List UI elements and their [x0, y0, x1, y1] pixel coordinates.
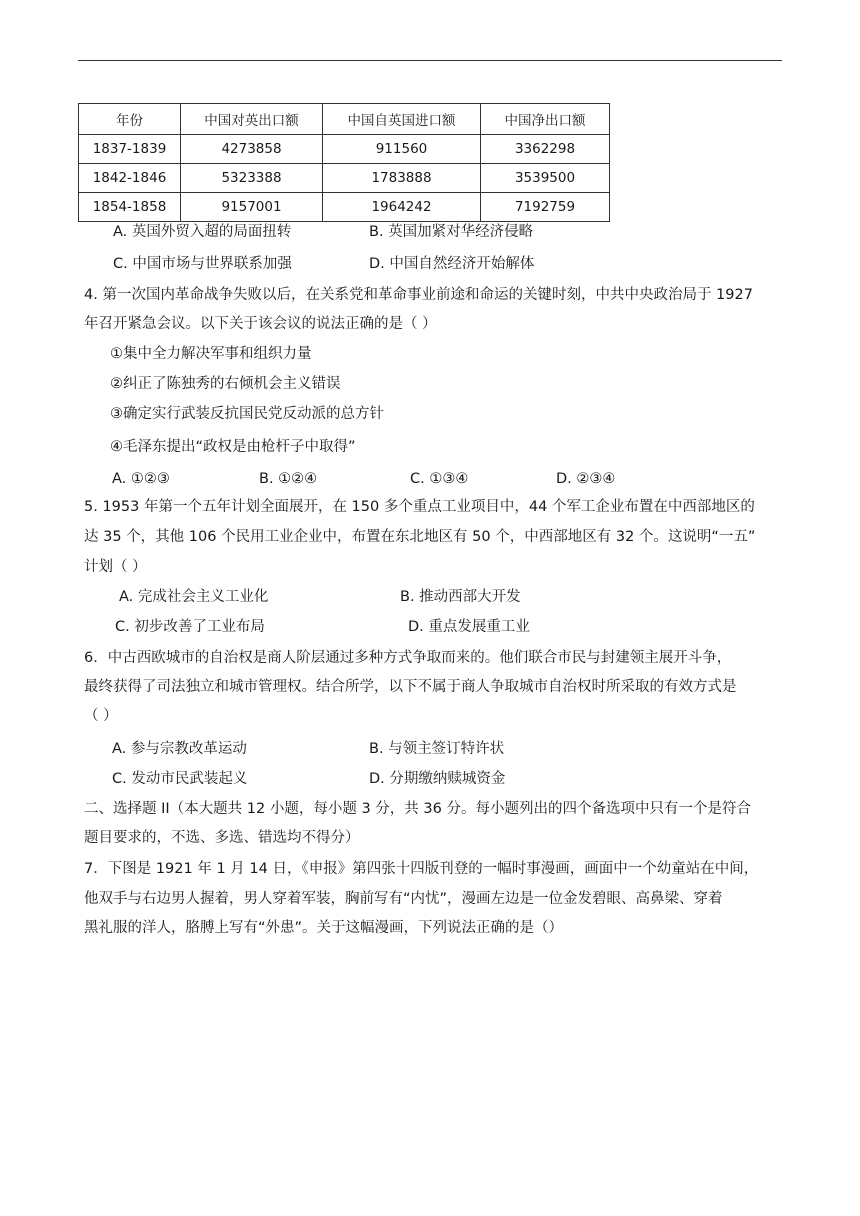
table-cell: 4273858 [181, 135, 323, 164]
table-row [79, 164, 610, 193]
q5-option-d: D. 重点发展重工业 [408, 619, 530, 635]
table-header-cell: 中国对英出口额 [181, 104, 323, 135]
q3-option-a: A. 英国外贸入超的局面扭转 [113, 224, 292, 240]
table-cell: 5323388 [181, 164, 323, 193]
table-cell: 3362298 [481, 135, 610, 164]
q3-option-c: C. 中国市场与世界联系加强 [113, 256, 292, 272]
q4-option-d: D. ②③④ [556, 471, 616, 487]
q4-option-c: C. ①③④ [410, 471, 469, 487]
q6-stem-line-1: 6．中古西欧城市的自治权是商人阶层通过多种方式争取而来的。他们联合市民与封建领主展开斗争， [84, 650, 732, 666]
q6-option-c: C. 发动市民武装起义 [112, 771, 248, 787]
header-rule [78, 60, 782, 61]
q7-stem-line-2: 他双手与右边男人握着，男人穿着军装，胸前写有“内忧”，漫画左边是一位金发碧眼、高鼻梁、穿着 [84, 891, 723, 907]
table-header-row [79, 104, 610, 135]
table-cell: 1783888 [323, 164, 481, 193]
q6-option-d: D. 分期缴纳赎城资金 [369, 771, 506, 787]
q7-stem-line-1: 7．下图是 1921 年 1 月 14 日，《申报》第四张十四版刊登的一幅时事漫画，画面中一个幼童站在中间， [84, 861, 759, 877]
q4-option-a: A. ①②③ [112, 471, 170, 487]
q5-option-b: B. 推动西部大开发 [400, 589, 521, 605]
q5-option-a: A. 完成社会主义工业化 [119, 589, 269, 605]
q5-stem-line-2: 达 35 个，其他 106 个民用工业企业中，布置在东北地区有 50 个，中西部地区有 32 个。这说明“一五” [84, 529, 756, 545]
q4-stem-line-2: 年召开紧急会议。以下关于该会议的说法正确的是（ ） [84, 316, 437, 332]
q5-stem-line-1: 5. 1953 年第一个五年计划全面展开，在 150 多个重点工业项目中，44 个军工企业布置在中西部地区的 [84, 499, 755, 515]
q4-stem-line-1: 4. 第一次国内革命战争失败以后，在关系党和革命事业前途和命运的关键时刻，中共中央政治局于 1927 [84, 287, 753, 303]
q6-option-a: A. 参与宗教改革运动 [112, 741, 247, 757]
table-cell: 7192759 [481, 193, 610, 222]
table-cell: 911560 [323, 135, 481, 164]
table-cell: 3539500 [481, 164, 610, 193]
table-row [79, 135, 610, 164]
q5-option-c: C. 初步改善了工业布局 [115, 619, 265, 635]
q6-stem-line-2: 最终获得了司法独立和城市管理权。结合所学，以下不属于商人争取城市自治权时所采取的有效方式是 [84, 679, 737, 695]
section-2-heading-line-1: 二、选择题 II（本大题共 12 小题，每小题 3 分，共 36 分。每小题列出的四个备选项中只有一个是符合 [84, 801, 751, 817]
table-cell: 1964242 [323, 193, 481, 222]
q7-stem-line-3: 黑礼服的洋人，胳膊上写有“外患”。关于这幅漫画，下列说法正确的是（） [84, 920, 564, 936]
table-cell: 1842-1846 [79, 164, 181, 193]
q4-option-b: B. ①②④ [259, 471, 318, 487]
q6-stem-line-3: （ ） [84, 708, 118, 724]
section-2-heading-line-2: 题目要求的，不选、多选、错选均不得分） [84, 830, 360, 846]
table-cell: 1854-1858 [79, 193, 181, 222]
trade-table [78, 103, 610, 222]
table-header-cell: 年份 [79, 104, 181, 135]
table-cell: 1837-1839 [79, 135, 181, 164]
table-row [79, 193, 610, 222]
q4-item-1: ①集中全力解决军事和组织力量 [110, 346, 312, 362]
q3-option-b: B. 英国加紧对华经济侵略 [369, 224, 534, 240]
table-header-cell: 中国净出口额 [481, 104, 610, 135]
table-header-cell: 中国自英国进口额 [323, 104, 481, 135]
q6-option-b: B. 与领主签订特许状 [369, 741, 505, 757]
q5-stem-line-3: 计划（ ） [84, 559, 147, 575]
q4-item-3: ③确定实行武装反抗国民党反动派的总方针 [110, 406, 384, 422]
q4-item-2: ②纠正了陈独秀的右倾机会主义错误 [110, 376, 341, 392]
q4-item-4: ④毛泽东提出“政权是由枪杆子中取得” [110, 439, 356, 455]
q3-option-d: D. 中国自然经济开始解体 [369, 256, 535, 272]
table-cell: 9157001 [181, 193, 323, 222]
